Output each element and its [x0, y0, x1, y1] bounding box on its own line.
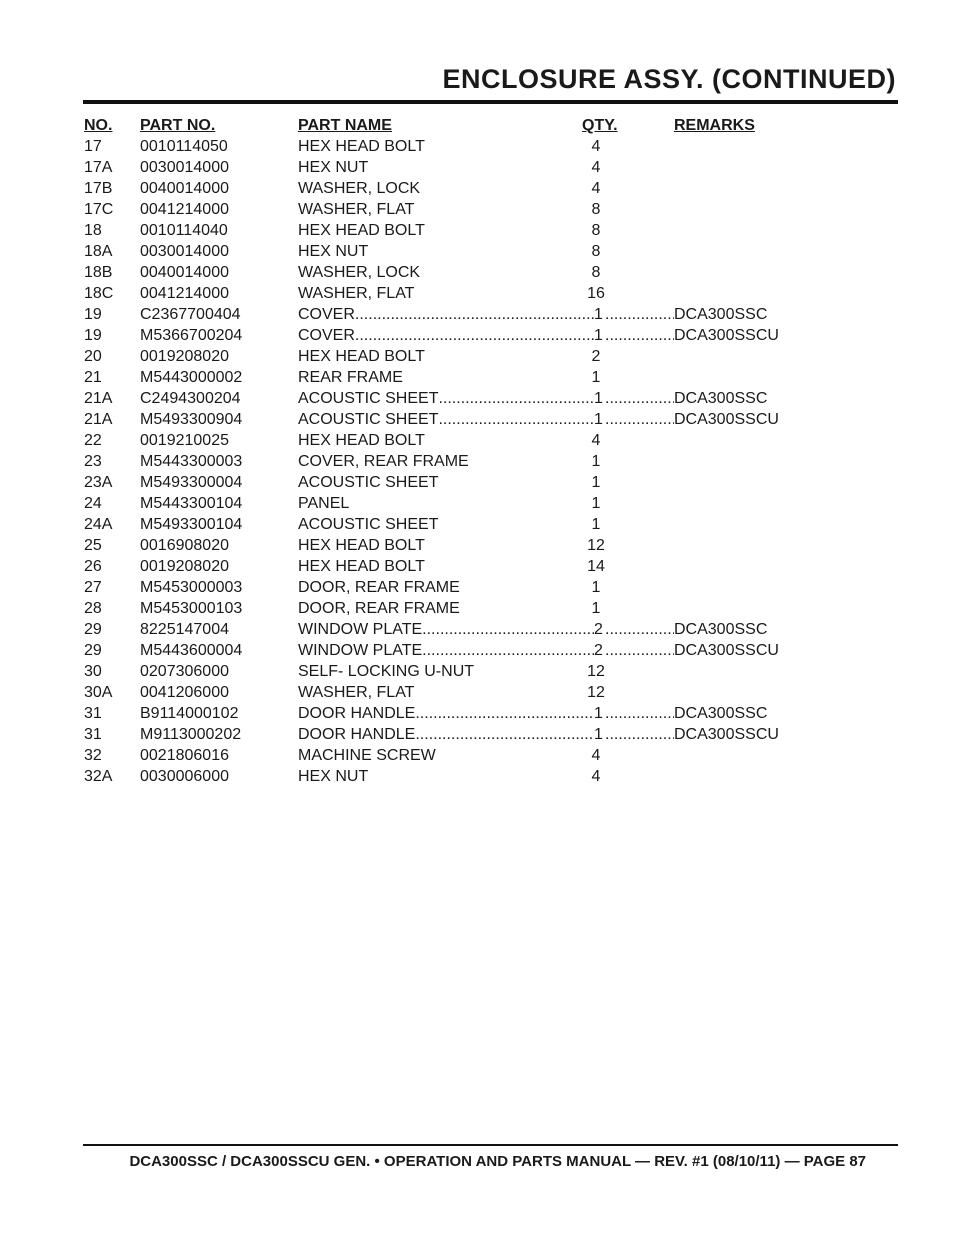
part-name: HEX HEAD BOLT: [298, 348, 425, 365]
table-body: [84, 136, 864, 787]
table-row: [84, 325, 864, 346]
part-name-leader: [298, 304, 594, 325]
quantity: 4: [591, 138, 601, 155]
leader-dots: [355, 325, 594, 346]
leader-dots: [415, 703, 594, 724]
quantity: 8: [591, 264, 601, 281]
quantity: 1: [591, 516, 601, 533]
part-number: M5493300904: [140, 411, 243, 428]
part-number: C2367700404: [140, 306, 241, 323]
part-name: COVER: [298, 327, 355, 344]
item-number: 18C: [84, 285, 114, 302]
item-number: 18B: [84, 264, 113, 281]
part-number: 0041214000: [140, 285, 229, 302]
leader-dots: [438, 409, 594, 430]
part-name-leader: [298, 325, 594, 346]
part-number: M5443000002: [140, 369, 243, 386]
part-number: M5453000003: [140, 579, 243, 596]
table-row: [84, 493, 864, 514]
part-number: M5493300004: [140, 474, 243, 491]
table-row: [84, 556, 864, 577]
part-name: MACHINE SCREW: [298, 747, 436, 764]
item-number: 18A: [84, 243, 113, 260]
part-name: HEX NUT: [298, 768, 369, 785]
item-number: 19: [84, 306, 102, 323]
part-name: DOOR HANDLE: [298, 726, 416, 743]
table-row: [84, 745, 864, 766]
part-number: 0041206000: [140, 684, 229, 701]
item-number: 29: [84, 642, 102, 659]
part-number: 0040014000: [140, 264, 229, 281]
remarks-leader: [605, 304, 785, 325]
part-number: C2494300204: [140, 390, 241, 407]
quantity: 8: [591, 243, 601, 260]
remarks: DCA300SSC: [674, 306, 768, 323]
remarks: DCA300SSCU: [674, 642, 779, 659]
table-row: [84, 598, 864, 619]
table-row: [84, 535, 864, 556]
quantity: 1: [594, 327, 603, 344]
table-row: [84, 304, 864, 325]
item-number: 30: [84, 663, 102, 680]
quantity: 1: [591, 600, 601, 617]
quantity: 1: [594, 726, 603, 743]
leader-dots: [422, 640, 594, 661]
part-number: 0030014000: [140, 243, 229, 260]
item-number: 31: [84, 705, 102, 722]
part-number: M5366700204: [140, 327, 243, 344]
leader-dots: [605, 619, 674, 640]
part-name: COVER, REAR FRAME: [298, 453, 469, 470]
header-remarks: REMARKS: [674, 117, 755, 134]
item-number: 23: [84, 453, 102, 470]
table-row: [84, 262, 864, 283]
quantity: 8: [591, 201, 601, 218]
table-row: [84, 178, 864, 199]
item-number: 21A: [84, 390, 113, 407]
part-number: 0016908020: [140, 537, 229, 554]
item-number: 17B: [84, 180, 113, 197]
table-row: [84, 577, 864, 598]
table-row: [84, 346, 864, 367]
remarks: DCA300SSC: [674, 705, 768, 722]
quantity: 1: [594, 705, 603, 722]
leader-dots: [605, 640, 674, 661]
item-number: 17: [84, 138, 102, 155]
remarks-leader: [605, 640, 785, 661]
table-row: [84, 241, 864, 262]
part-name: ACOUSTIC SHEET: [298, 411, 439, 428]
table-header-row: [84, 115, 864, 136]
part-name: HEX NUT: [298, 159, 369, 176]
part-number: 0041214000: [140, 201, 229, 218]
table-row: [84, 388, 864, 409]
header-part-no: PART NO.: [140, 117, 216, 134]
part-name-leader: [298, 724, 594, 745]
part-number: M5443300003: [140, 453, 243, 470]
item-number: 32A: [84, 768, 113, 785]
part-name: WASHER, LOCK: [298, 180, 421, 197]
table-row: [84, 409, 864, 430]
item-number: 17A: [84, 159, 113, 176]
header-qty: QTY.: [582, 117, 618, 134]
quantity: 1: [594, 411, 603, 428]
item-number: 31: [84, 726, 102, 743]
part-number: 0030006000: [140, 768, 229, 785]
part-number: 0021806016: [140, 747, 229, 764]
part-name: PANEL: [298, 495, 350, 512]
table-row: [84, 703, 864, 724]
part-number: 0019208020: [140, 348, 229, 365]
title-divider: [83, 100, 898, 104]
quantity: 8: [591, 222, 601, 239]
quantity: 4: [591, 180, 601, 197]
item-number: 19: [84, 327, 102, 344]
item-number: 18: [84, 222, 102, 239]
item-number: 24A: [84, 516, 113, 533]
quantity: 4: [591, 432, 601, 449]
table-row: [84, 136, 864, 157]
remarks-leader: [605, 388, 785, 409]
part-name: SELF- LOCKING U-NUT: [298, 663, 475, 680]
item-number: 20: [84, 348, 102, 365]
item-number: 24: [84, 495, 102, 512]
part-name: HEX HEAD BOLT: [298, 432, 425, 449]
quantity: 14: [587, 558, 605, 575]
quantity: 1: [594, 390, 603, 407]
item-number: 23A: [84, 474, 113, 491]
table-row: [84, 283, 864, 304]
quantity: 4: [591, 747, 601, 764]
table-row: [84, 472, 864, 493]
remarks-leader: [605, 409, 785, 430]
leader-dots: [605, 409, 674, 430]
item-number: 21: [84, 369, 102, 386]
quantity: 2: [591, 348, 601, 365]
part-name-leader: [298, 409, 594, 430]
part-name: ACOUSTIC SHEET: [298, 474, 439, 491]
item-number: 17C: [84, 201, 114, 218]
part-number: 0030014000: [140, 159, 229, 176]
part-name-leader: [298, 388, 594, 409]
parts-table: [84, 115, 864, 787]
part-number: M5443600004: [140, 642, 243, 659]
quantity: 2: [594, 642, 603, 659]
table-row: [84, 682, 864, 703]
part-name: WASHER, FLAT: [298, 684, 415, 701]
table-row: [84, 619, 864, 640]
part-number: M9113000202: [140, 726, 242, 743]
part-number: 0010114040: [140, 222, 228, 239]
table-row: [84, 766, 864, 787]
part-number: 0010114050: [140, 138, 228, 155]
part-name: DOOR, REAR FRAME: [298, 600, 460, 617]
part-number: 0019210025: [140, 432, 229, 449]
leader-dots: [415, 724, 594, 745]
part-name: HEX NUT: [298, 243, 369, 260]
remarks-leader: [605, 325, 785, 346]
page-footer: DCA300SSC / DCA300SSCU GEN. • OPERATION AND PARTS MANUAL — REV. #1 (08/10/11) — PAGE 87: [129, 1153, 866, 1170]
table-row: [84, 724, 864, 745]
item-number: 25: [84, 537, 102, 554]
remarks-leader: [605, 619, 785, 640]
quantity: 1: [594, 306, 603, 323]
leader-dots: [605, 304, 674, 325]
part-number: M5493300104: [140, 516, 243, 533]
leader-dots: [355, 304, 594, 325]
table-row: [84, 514, 864, 535]
part-number: 0040014000: [140, 180, 229, 197]
table-row: [84, 451, 864, 472]
table-row: [84, 640, 864, 661]
item-number: 22: [84, 432, 102, 449]
part-name-leader: [298, 640, 594, 661]
leader-dots: [605, 724, 674, 745]
part-name: HEX HEAD BOLT: [298, 558, 425, 575]
part-name: ACOUSTIC SHEET: [298, 390, 439, 407]
part-name: WINDOW PLATE: [298, 621, 423, 638]
part-name: DOOR, REAR FRAME: [298, 579, 460, 596]
header-no: NO.: [84, 117, 113, 134]
quantity: 12: [587, 663, 605, 680]
part-name-leader: [298, 619, 594, 640]
quantity: 4: [591, 159, 601, 176]
table-row: [84, 430, 864, 451]
part-number: 0207306000: [140, 663, 229, 680]
item-number: 32: [84, 747, 102, 764]
quantity: 12: [587, 537, 605, 554]
leader-dots: [438, 388, 594, 409]
item-number: 27: [84, 579, 102, 596]
table-row: [84, 661, 864, 682]
remarks-leader: [605, 724, 785, 745]
table-row: [84, 367, 864, 388]
item-number: 30A: [84, 684, 113, 701]
leader-dots: [605, 703, 674, 724]
part-name: WINDOW PLATE: [298, 642, 423, 659]
quantity: 1: [591, 369, 601, 386]
quantity: 16: [587, 285, 605, 302]
part-name: WASHER, FLAT: [298, 285, 415, 302]
part-name: WASHER, FLAT: [298, 201, 415, 218]
quantity: 12: [587, 684, 605, 701]
item-number: 21A: [84, 411, 113, 428]
quantity: 1: [591, 495, 601, 512]
remarks: DCA300SSC: [674, 390, 768, 407]
part-number: M5443300104: [140, 495, 243, 512]
part-name: HEX HEAD BOLT: [298, 537, 425, 554]
quantity: 2: [594, 621, 603, 638]
part-name: REAR FRAME: [298, 369, 403, 386]
remarks: DCA300SSCU: [674, 411, 779, 428]
table-row: [84, 157, 864, 178]
part-name-leader: [298, 703, 594, 724]
item-number: 29: [84, 621, 102, 638]
part-number: M5453000103: [140, 600, 243, 617]
header-part-name: PART NAME: [298, 117, 392, 134]
part-name: ACOUSTIC SHEET: [298, 516, 439, 533]
remarks: DCA300SSC: [674, 621, 768, 638]
quantity: 1: [591, 453, 601, 470]
quantity: 1: [591, 474, 601, 491]
part-name: WASHER, LOCK: [298, 264, 421, 281]
part-number: 0019208020: [140, 558, 229, 575]
leader-dots: [422, 619, 594, 640]
item-number: 28: [84, 600, 102, 617]
footer-divider: [83, 1144, 898, 1146]
quantity: 1: [591, 579, 601, 596]
remarks: DCA300SSCU: [674, 327, 779, 344]
leader-dots: [605, 325, 674, 346]
leader-dots: [605, 388, 674, 409]
table-row: [84, 199, 864, 220]
item-number: 26: [84, 558, 102, 575]
remarks: DCA300SSCU: [674, 726, 779, 743]
table-row: [84, 220, 864, 241]
part-number: 8225147004: [140, 621, 229, 638]
remarks-leader: [605, 703, 785, 724]
quantity: 4: [591, 768, 601, 785]
part-name: HEX HEAD BOLT: [298, 222, 425, 239]
part-number: B9114000102: [140, 705, 239, 722]
part-name: HEX HEAD BOLT: [298, 138, 425, 155]
part-name: DOOR HANDLE: [298, 705, 416, 722]
part-name: COVER: [298, 306, 355, 323]
page-title: ENCLOSURE ASSY. (CONTINUED): [442, 64, 896, 94]
